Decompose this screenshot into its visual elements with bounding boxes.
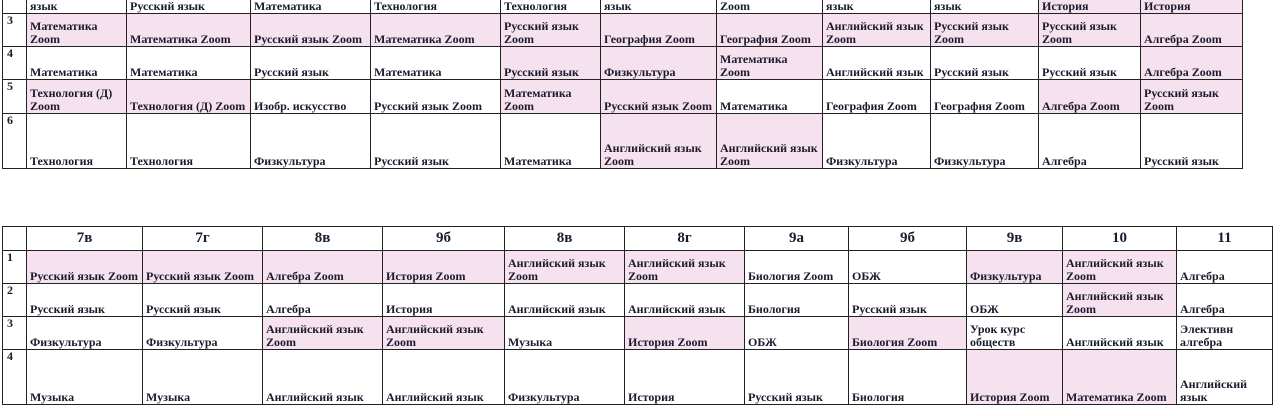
lesson-cell: язык: [27, 0, 127, 14]
lesson-cell: Изобр. искусство: [251, 80, 371, 114]
lesson-cell: История: [1141, 0, 1243, 14]
lesson-cell: Алгебра: [1039, 114, 1141, 169]
lesson-cell: Русский язык: [371, 114, 501, 169]
lesson-number: 6: [3, 114, 27, 169]
lesson-cell: Математика Zoom: [1063, 350, 1177, 405]
lesson-cell: Русский язык Zoom: [601, 80, 717, 114]
lesson-cell: Английский язык: [263, 350, 383, 405]
lesson-cell: Русский язык: [251, 47, 371, 80]
lesson-cell: Английский язык Zoom: [383, 317, 505, 350]
lesson-cell: Английский язык: [823, 47, 931, 80]
class-header: 8в: [505, 227, 625, 251]
lesson-cell: География Zoom: [931, 80, 1039, 114]
lesson-cell: Технология: [27, 114, 127, 169]
lesson-cell: Русский язык: [931, 47, 1039, 80]
class-header: 7г: [143, 227, 263, 251]
lesson-cell: Английский язык: [625, 284, 745, 317]
lesson-cell: Физкультура: [27, 317, 143, 350]
class-header: 9в: [967, 227, 1063, 251]
lesson-number: 4: [3, 47, 27, 80]
lesson-cell: География Zoom: [717, 14, 823, 47]
lesson-cell: Русский язык Zoom: [1141, 80, 1243, 114]
lesson-cell: Физкультура: [931, 114, 1039, 169]
lesson-row: [3, 350, 1273, 405]
lesson-cell: Русский язык Zoom: [1039, 14, 1141, 47]
lesson-row: [3, 284, 1273, 317]
lesson-cell: Английский язык: [1063, 317, 1177, 350]
lesson-cell: Технология (Д) Zoom: [127, 80, 251, 114]
lesson-cell: Английский язык: [505, 284, 625, 317]
header-corner: [3, 227, 27, 251]
lesson-cell: Биология: [745, 284, 849, 317]
lesson-cell: ОБЖ: [849, 251, 967, 284]
class-header: 7в: [27, 227, 143, 251]
class-header: 9б: [849, 227, 967, 251]
lesson-cell: История Zoom: [967, 350, 1063, 405]
lesson-cell: Алгебра: [1177, 251, 1273, 284]
lesson-number: 5: [3, 80, 27, 114]
lesson-cell: Алгебра Zoom: [1141, 47, 1243, 80]
lesson-cell: История: [625, 350, 745, 405]
lesson-cell: Физкультура: [251, 114, 371, 169]
top-schedule-table: [2, 0, 1243, 169]
lesson-cell: Английский язык: [383, 350, 505, 405]
lesson-row: [3, 114, 1243, 169]
lesson-cell: Физкультура: [823, 114, 931, 169]
lesson-cell: Русский язык Zoom: [501, 14, 601, 47]
lesson-cell: Музыка: [505, 317, 625, 350]
lesson-cell: Русский язык: [143, 284, 263, 317]
lesson-cell: ОБЖ: [745, 317, 849, 350]
class-header: 10: [1063, 227, 1177, 251]
lesson-cell: Музыка: [27, 350, 143, 405]
lesson-cell: Русский язык: [1039, 47, 1141, 80]
lesson-cell: Алгебра Zoom: [1141, 14, 1243, 47]
lesson-cell: Русский язык: [849, 284, 967, 317]
lesson-cell: Математика Zoom: [27, 14, 127, 47]
lesson-cell: Алгебра: [1177, 284, 1273, 317]
lesson-cell: Технология: [127, 114, 251, 169]
lesson-cell: История: [383, 284, 505, 317]
lesson-cell: Английский язык Zoom: [1063, 251, 1177, 284]
lesson-number: 3: [3, 317, 27, 350]
lesson-cell: Русский язык Zoom: [251, 14, 371, 47]
lesson-cell: Английский язык Zoom: [505, 251, 625, 284]
lesson-cell: Математика: [251, 0, 371, 14]
lesson-cell: Английский язык Zoom: [625, 251, 745, 284]
lesson-cell: Технология: [371, 0, 501, 14]
lesson-cell: Математика Zoom: [501, 80, 601, 114]
lesson-cell: География Zoom: [601, 14, 717, 47]
lesson-cell: История Zoom: [383, 251, 505, 284]
lesson-cell: Биология Zoom: [745, 251, 849, 284]
lesson-number: 3: [3, 14, 27, 47]
lesson-cell: Русский язык: [501, 47, 601, 80]
lesson-cell: Физкультура: [601, 47, 717, 80]
lesson-cell: История: [1039, 0, 1141, 14]
lesson-cell: Математика Zoom: [717, 47, 823, 80]
class-header: 9б: [383, 227, 505, 251]
lesson-cell: Русский язык: [745, 350, 849, 405]
lesson-cell: ОБЖ: [967, 284, 1063, 317]
lesson-cell: Английский язык: [1177, 350, 1273, 405]
lesson-cell: Английский язык Zoom: [823, 14, 931, 47]
lesson-cell: Алгебра: [263, 284, 383, 317]
class-header: 8в: [263, 227, 383, 251]
lesson-row: [3, 14, 1243, 47]
lesson-row: [3, 251, 1273, 284]
lesson-cell: История Zoom: [625, 317, 745, 350]
lesson-cell: Математика: [127, 47, 251, 80]
lesson-cell: Урок курс обществ: [967, 317, 1063, 350]
lesson-cell: Русский язык Zoom: [371, 80, 501, 114]
lesson-cell: Русский язык Zoom: [143, 251, 263, 284]
lesson-cell: Биология: [849, 350, 967, 405]
lesson-cell: язык: [601, 0, 717, 14]
lesson-cell: язык: [823, 0, 931, 14]
lesson-cell: Математика Zoom: [127, 14, 251, 47]
lesson-row: [3, 80, 1243, 114]
lesson-cell: География Zoom: [823, 80, 931, 114]
lesson-cell: Русский язык Zoom: [27, 251, 143, 284]
lesson-cell: Русский язык: [127, 0, 251, 14]
lesson-cell: Технология: [501, 0, 601, 14]
lesson-cell: Математика: [501, 114, 601, 169]
lesson-cell: Физкультура: [505, 350, 625, 405]
lesson-cell: Элективн алгебра: [1177, 317, 1273, 350]
lesson-number: 4: [3, 350, 27, 405]
header-row: [3, 227, 1273, 251]
lesson-number: [3, 0, 27, 14]
lesson-number: 1: [3, 251, 27, 284]
class-header: 9а: [745, 227, 849, 251]
lesson-cell: Математика Zoom: [371, 14, 501, 47]
lesson-cell: Математика: [371, 47, 501, 80]
lesson-cell: Zoom: [717, 0, 823, 14]
lesson-cell: Музыка: [143, 350, 263, 405]
bottom-schedule-table: [2, 226, 1273, 405]
lesson-cell: Физкультура: [143, 317, 263, 350]
lesson-cell: Английский язык Zoom: [1063, 284, 1177, 317]
lesson-cell: Русский язык: [27, 284, 143, 317]
lesson-cell: Алгебра Zoom: [1039, 80, 1141, 114]
lesson-cell: Английский язык Zoom: [717, 114, 823, 169]
lesson-cell: Английский язык Zoom: [601, 114, 717, 169]
lesson-cell: язык: [931, 0, 1039, 14]
class-header: 11: [1177, 227, 1273, 251]
lesson-cell: Биология Zoom: [849, 317, 967, 350]
lesson-cell: Математика: [717, 80, 823, 114]
lesson-row: [3, 0, 1243, 14]
lesson-cell: Технология (Д) Zoom: [27, 80, 127, 114]
lesson-number: 2: [3, 284, 27, 317]
lesson-cell: Английский язык Zoom: [263, 317, 383, 350]
lesson-cell: Алгебра Zoom: [263, 251, 383, 284]
class-header: 8г: [625, 227, 745, 251]
lesson-row: [3, 317, 1273, 350]
lesson-row: [3, 47, 1243, 80]
lesson-cell: Русский язык Zoom: [931, 14, 1039, 47]
lesson-cell: Математика: [27, 47, 127, 80]
lesson-cell: Русский язык: [1141, 114, 1243, 169]
lesson-cell: Физкультура: [967, 251, 1063, 284]
